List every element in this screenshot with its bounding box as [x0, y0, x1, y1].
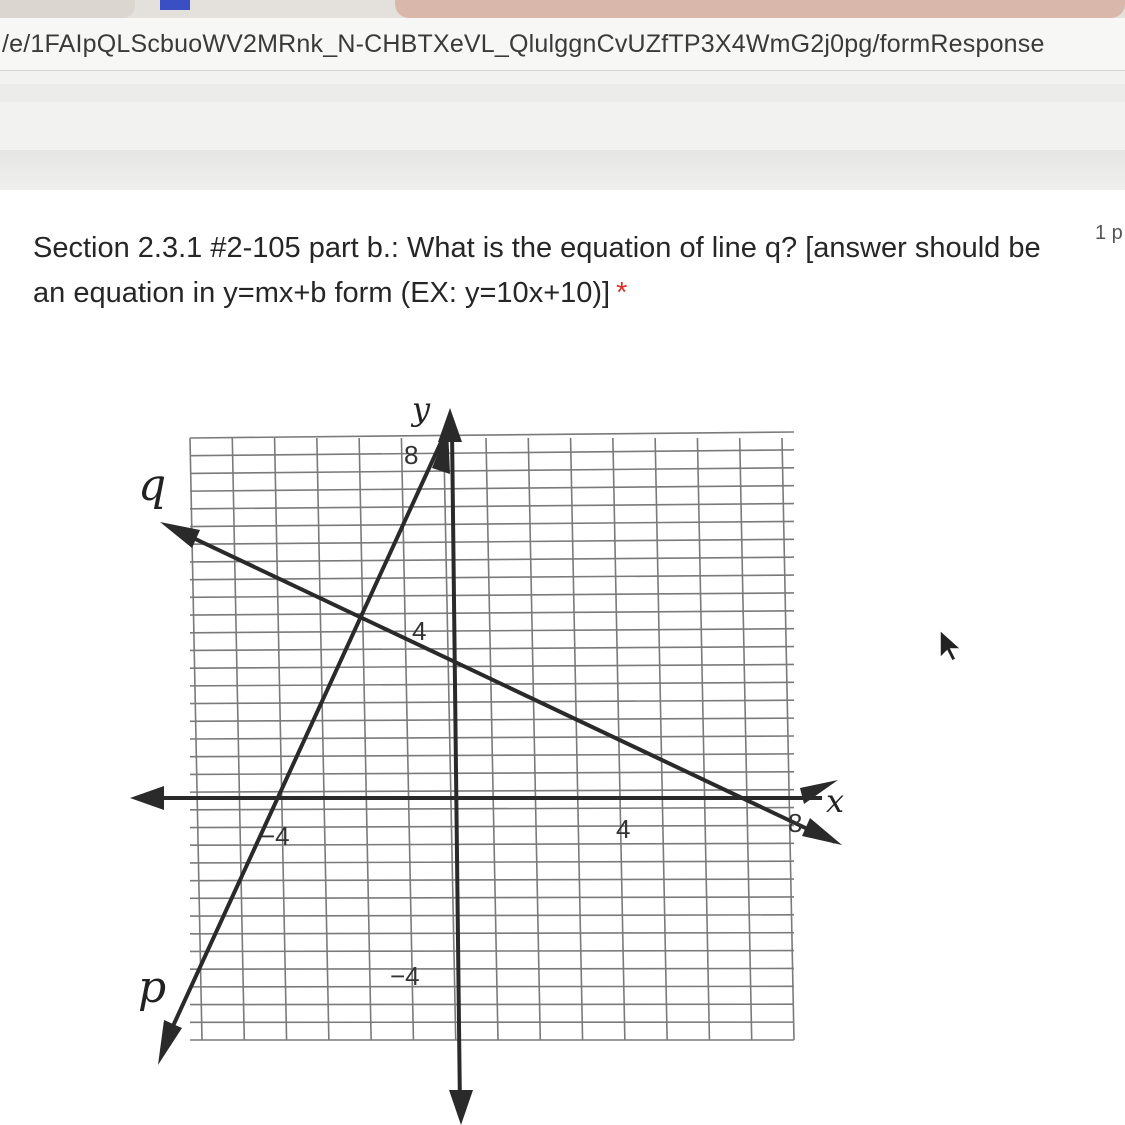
- points-label: 1 p: [1095, 222, 1123, 244]
- grid-line-vertical: [697, 438, 709, 1040]
- grid-line-horizontal: [190, 647, 794, 651]
- line-q-right-arrow: [802, 818, 842, 845]
- grid-line-horizontal: [190, 915, 794, 916]
- grid-line-horizontal: [190, 951, 794, 952]
- grid-line-vertical: [655, 438, 667, 1040]
- y-axis-down-arrow: [449, 1090, 473, 1125]
- y-axis: [452, 430, 460, 1110]
- grid-line-horizontal: [190, 986, 794, 987]
- browser-tab[interactable]: [0, 0, 135, 18]
- grid-line-vertical: [782, 438, 794, 1040]
- browser-tab-indicator: [160, 0, 190, 10]
- grid-line-horizontal: [190, 611, 794, 615]
- grid-line-vertical: [528, 438, 540, 1040]
- grid-line-horizontal: [190, 861, 794, 863]
- grid-line-vertical: [486, 438, 498, 1040]
- grid-line-vertical: [571, 438, 583, 1040]
- line-q-label: q: [138, 460, 167, 511]
- x-axis-label: x: [826, 782, 845, 820]
- y-axis-label: y: [412, 390, 431, 428]
- grid-line-horizontal: [190, 486, 794, 491]
- line-p-down-arrow: [158, 1020, 182, 1065]
- grid-line-horizontal: [190, 432, 794, 438]
- grid-line-horizontal: [190, 968, 794, 969]
- browser-tab-active[interactable]: [395, 0, 1125, 18]
- tick-label-y-neg4: −4: [390, 961, 420, 991]
- line-p: [162, 440, 442, 1050]
- grid-line-horizontal: [190, 682, 794, 686]
- grid-line-horizontal: [190, 664, 794, 668]
- grid-line-horizontal: [190, 897, 794, 898]
- tick-label-y-8: 8: [404, 440, 419, 470]
- toolbar-strip: [0, 84, 1125, 102]
- browser-tab-strip: [0, 0, 1125, 18]
- grid-line-horizontal: [190, 593, 794, 597]
- tick-label-x-8: 8: [788, 808, 803, 838]
- grid-line-horizontal: [190, 504, 794, 509]
- grid-line-horizontal: [190, 879, 794, 881]
- required-asterisk: *: [616, 277, 628, 309]
- line-p-label: p: [138, 962, 167, 1013]
- coordinate-graph: [120, 390, 860, 1125]
- tick-label-y-4: 4: [412, 616, 427, 646]
- line-q: [170, 527, 835, 842]
- grid-line-horizontal: [190, 629, 794, 633]
- grid-line-horizontal: [190, 557, 794, 562]
- grid-line-vertical: [359, 438, 371, 1040]
- address-bar-url[interactable]: /e/1FAIpQLScbuoWV2MRnk_N-CHBTXeVL_QlulggnCvUZfTP3X4WmG2j0pg/formResponse: [2, 30, 1045, 58]
- grid-line-horizontal: [190, 450, 794, 456]
- tick-label-x-neg4: −4: [260, 821, 290, 851]
- grid-line-horizontal: [190, 933, 794, 934]
- grid-line-vertical: [740, 438, 752, 1040]
- mouse-pointer-icon: [938, 628, 968, 664]
- grid-line-horizontal: [190, 808, 794, 810]
- grid-line-horizontal: [190, 521, 794, 526]
- graph-grid: [190, 432, 794, 1040]
- grid-line-horizontal: [190, 468, 794, 474]
- tick-label-x-4: 4: [616, 814, 631, 844]
- question-text: Section 2.3.1 #2-105 part b.: What is the equation of line q? [answer should be an equation in y=mx+b form (EX: y=10x+10)]: [33, 232, 1041, 309]
- form-header-band: [0, 150, 1125, 190]
- question-title: [33, 226, 1073, 316]
- y-axis-up-arrow: [438, 408, 462, 442]
- x-axis-left-arrow: [130, 786, 164, 810]
- grid-line-horizontal: [190, 539, 794, 544]
